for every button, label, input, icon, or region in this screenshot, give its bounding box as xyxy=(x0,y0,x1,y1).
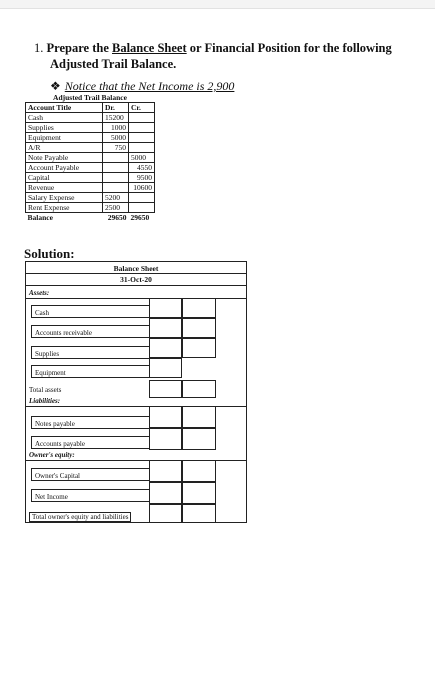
table-row xyxy=(26,203,155,213)
total-assets-cell-2 xyxy=(182,380,216,398)
debit-cell xyxy=(103,183,129,193)
accounts-payable-label: Accounts payable xyxy=(31,436,149,449)
ar-amount-cell xyxy=(149,318,182,338)
cash-amount-cell xyxy=(149,298,182,318)
solution-label: Solution: xyxy=(24,246,75,261)
cash-label: Cash xyxy=(31,305,149,318)
question-line2: Adjusted Trail Balance. xyxy=(50,57,177,71)
balance-cr: 29650 xyxy=(130,213,150,222)
table-row xyxy=(26,193,155,203)
balance-sheet-table xyxy=(25,261,247,523)
balance-sheet-date: 31-Oct-20 xyxy=(120,275,152,284)
account-title: Cash xyxy=(26,113,103,123)
net-income-total-cell xyxy=(182,482,216,504)
credit-cell: 10600 xyxy=(129,183,155,193)
credit-cell: 9500 xyxy=(129,173,155,183)
accounts-receivable-label: Accounts receivable xyxy=(31,325,149,338)
account-title: Supplies xyxy=(26,123,103,133)
table-row xyxy=(26,133,155,143)
account-title: Rent Expense xyxy=(26,203,103,213)
equipment-label: Equipment xyxy=(31,365,149,378)
equipment-amount-cell xyxy=(149,358,182,378)
account-title: Salary Expense xyxy=(26,193,103,203)
table-row xyxy=(26,153,155,163)
trial-balance-caption: Adjusted Trail Balance xyxy=(53,93,127,102)
divider xyxy=(26,285,246,286)
credit-cell xyxy=(129,133,155,143)
debit-cell: 2500 xyxy=(103,203,129,213)
balance-sheet-title: Balance Sheet xyxy=(113,264,159,273)
question-suffix: or Financial Position for the following xyxy=(186,41,392,55)
table-row xyxy=(26,183,155,193)
total-equity-liabilities-label: Total owner's equity and liabilities xyxy=(29,512,131,522)
debit-cell xyxy=(103,153,129,163)
net-income-label: Net Income xyxy=(31,489,149,502)
total-assets-label: Total assets xyxy=(29,386,62,394)
table-row xyxy=(26,173,155,183)
owners-capital-total-cell xyxy=(182,460,216,482)
notes-payable-amount-cell xyxy=(149,406,182,428)
account-title: Equipment xyxy=(26,133,103,143)
accounts-payable-total-cell xyxy=(182,428,216,450)
owners-capital-label: Owner's Capital xyxy=(31,468,149,481)
account-title: Revenue xyxy=(26,183,103,193)
balance-row xyxy=(26,213,155,223)
supplies-label: Supplies xyxy=(31,346,149,359)
ar-total-cell xyxy=(182,318,216,338)
debit-cell: 1000 xyxy=(103,123,129,133)
diamond-bullet-icon: ❖ xyxy=(50,79,61,93)
credit-cell: 4550 xyxy=(129,163,155,173)
debit-cell: 5000 xyxy=(103,133,129,143)
cash-total-cell xyxy=(182,298,216,318)
credit-cell xyxy=(129,193,155,203)
total-assets-cell xyxy=(149,380,182,398)
col-header-dr: Dr. xyxy=(103,103,129,113)
table-row xyxy=(26,143,155,153)
debit-cell: 15200 xyxy=(103,113,129,123)
account-title: Capital xyxy=(26,173,103,183)
question-title xyxy=(34,40,424,72)
owners-equity-label: Owner's equity: xyxy=(29,451,75,459)
col-header-cr: Cr. xyxy=(129,103,155,113)
note xyxy=(50,79,234,94)
accounts-payable-amount-cell xyxy=(149,428,182,450)
trial-balance-table xyxy=(25,93,155,222)
credit-cell xyxy=(129,143,155,153)
notes-payable-label: Notes payable xyxy=(31,416,149,429)
credit-cell xyxy=(129,113,155,123)
question-number: 1. xyxy=(34,41,44,55)
owners-capital-amount-cell xyxy=(149,460,182,482)
debit-cell xyxy=(103,173,129,183)
total-equity-liabilities-cell xyxy=(149,504,182,523)
question-prefix: Prepare the xyxy=(46,41,112,55)
divider xyxy=(26,273,246,274)
question-underlined-term: Balance Sheet xyxy=(112,41,187,55)
notes-payable-total-cell xyxy=(182,406,216,428)
top-bar xyxy=(0,0,435,9)
note-text: Notice that the Net Income is 2,900 xyxy=(64,79,235,93)
account-title: A/R xyxy=(26,143,103,153)
supplies-total-cell xyxy=(182,338,216,358)
liabilities-label: Liabilities: xyxy=(29,397,61,405)
credit-cell xyxy=(129,123,155,133)
total-equity-liabilities-cell-2 xyxy=(182,504,216,523)
supplies-amount-cell xyxy=(149,338,182,358)
account-title: Note Payable xyxy=(26,153,103,163)
balance-label: Balance xyxy=(27,213,53,222)
net-income-amount-cell xyxy=(149,482,182,504)
debit-cell: 750 xyxy=(103,143,129,153)
debit-cell: 5200 xyxy=(103,193,129,203)
table-row xyxy=(26,113,155,123)
debit-cell xyxy=(103,163,129,173)
credit-cell xyxy=(129,203,155,213)
table-row xyxy=(26,123,155,133)
account-title: Account Payable xyxy=(26,163,103,173)
assets-label: Assets: xyxy=(29,289,50,297)
col-header-account: Account Title xyxy=(26,103,103,113)
credit-cell: 5000 xyxy=(129,153,155,163)
balance-dr: 29650 xyxy=(107,213,127,222)
table-row xyxy=(26,163,155,173)
